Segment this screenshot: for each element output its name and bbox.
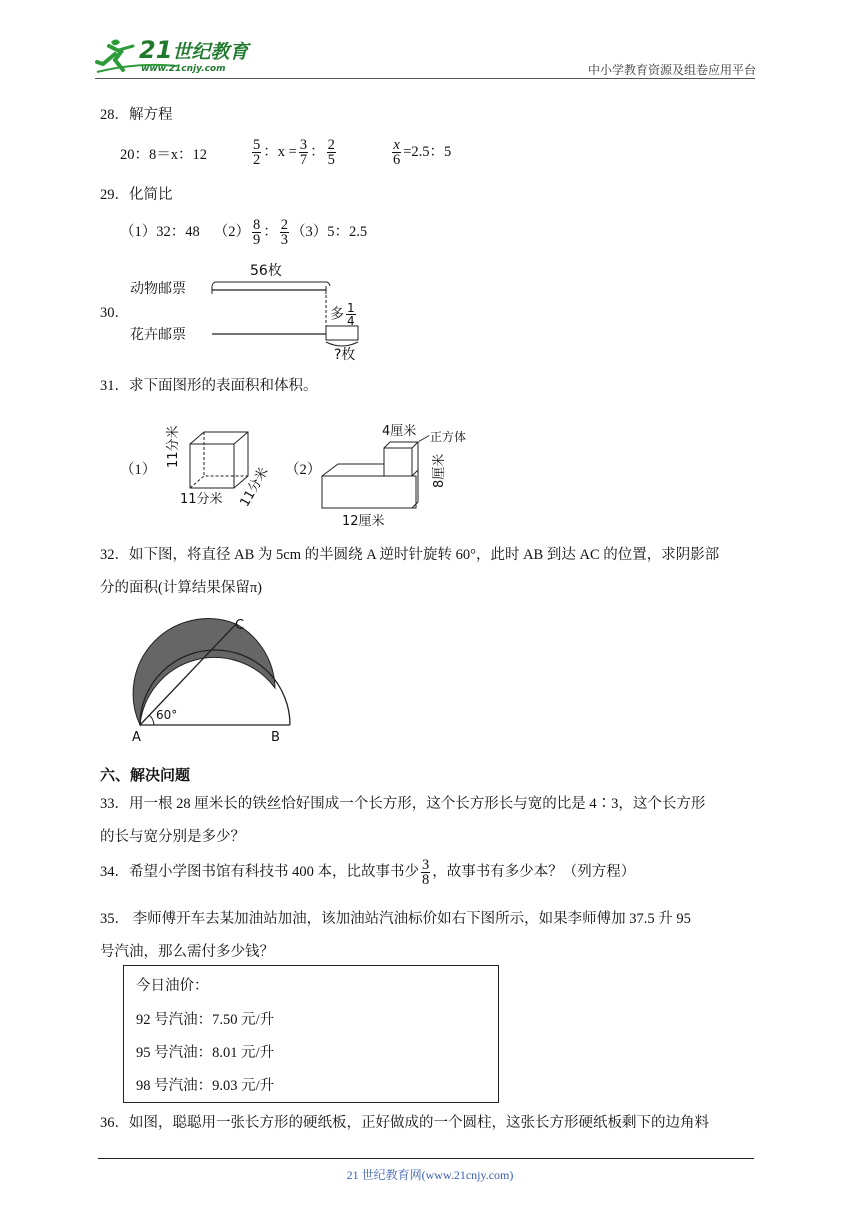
q32-line2: 分的面积(计算结果保留π): [100, 580, 262, 596]
logo-text: 世纪教育: [172, 41, 249, 63]
footer-text: 21 世纪教育网(www.21cnjy.com): [346, 1168, 514, 1182]
composite-top: 4厘米: [382, 424, 417, 439]
q35-line1: 35． 李师傅开车去某加油站加油，该加油站汽油标价如右下图所示，如果李师傅加 37.5 升 95: [100, 911, 691, 927]
q29-label: 29．化简比: [100, 187, 173, 203]
more-label: 多 $\frac{1}{4}$: [330, 301, 355, 328]
composite-figure: [318, 420, 488, 528]
header-rule: [95, 78, 755, 79]
segment-lines: [128, 258, 368, 370]
point-a: A: [132, 730, 141, 745]
oil-price-95: 95 号汽油：8.01 元/升: [136, 1045, 275, 1061]
q29-items: （1）32：48 （2） $\frac{8}{9}$ ： $\frac{2}{3}$ （3）5：2.5: [120, 217, 368, 248]
cube-width: 11分米: [180, 492, 223, 507]
point-b: B: [271, 730, 280, 745]
q30-label: 30．: [100, 305, 129, 321]
oil-price-box: [123, 965, 499, 1103]
q28-eq3: $\frac{x}{6}$ =2.5：5: [393, 137, 452, 168]
cube-height: 11分米: [166, 425, 181, 468]
q34-text: 34．希望小学图书馆有科技书 400 本，比故事书少 $\frac{3}{8}$ ，故事书有多少本？（列方程）: [100, 857, 636, 888]
q33-line2: 的长与宽分别是多少？: [100, 829, 245, 845]
cube-depth: 11分米: [237, 465, 272, 510]
count-label: 56枚: [250, 263, 282, 279]
unknown-count: ?枚: [334, 347, 356, 363]
logo-number: 21: [139, 36, 173, 64]
q31-fig1-label: （1）: [120, 462, 157, 478]
logo-url: www.21cnjy.com: [141, 64, 226, 74]
stamp-segment-diagram: [128, 258, 368, 370]
flower-stamp-label: 花卉邮票: [130, 327, 186, 343]
q35-line2: 号汽油，那么需付多少钱？: [100, 944, 274, 960]
section-title: 六、解决问题: [100, 766, 191, 784]
site-logo: [95, 34, 265, 78]
semicircle-figure: [118, 612, 298, 750]
point-c: C: [235, 618, 245, 633]
q28-eq2: $\frac{5}{2}$ ：x = $\frac{3}{7}$ ： $\frac{2}{5}$: [253, 137, 335, 168]
platform-name: 中小学教育资源及组卷应用平台: [587, 63, 756, 77]
q31-fig2-label: （2）: [285, 462, 322, 478]
composite-width: 12厘米: [342, 514, 385, 529]
q28-label: 28．解方程: [100, 107, 173, 123]
footer-rule: [98, 1158, 754, 1159]
q32-line1: 32．如下图，将直径 AB 为 5cm 的半圆绕 A 逆时针旋转 60°，此时 AB 到达 AC 的位置，求阴影部: [100, 547, 720, 563]
oil-price-92: 92 号汽油：7.50 元/升: [136, 1012, 275, 1028]
q28-eq1: 20：8＝x：12: [120, 147, 207, 163]
oil-price-98: 98 号汽油：9.03 元/升: [136, 1078, 275, 1094]
oil-box-title: 今日油价：: [136, 978, 209, 994]
composite-cube: 正方体: [430, 430, 467, 444]
q33-line1: 33．用一根 28 厘米长的铁丝恰好围成一个长方形，这个长方形长与宽的比是 4∶3，这个长方形: [100, 796, 706, 812]
cube-figure: [160, 425, 280, 510]
q31-label: 31．求下面图形的表面积和体积。: [100, 378, 318, 394]
q36-line1: 36．如图，聪聪用一张长方形的硬纸板，正好做成的一个圆柱，这张长方形硬纸板剩下的边角料: [100, 1115, 709, 1131]
animal-stamp-label: 动物邮票: [130, 281, 186, 297]
composite-height: 8厘米: [432, 453, 447, 488]
angle-label: 60°: [156, 708, 178, 722]
